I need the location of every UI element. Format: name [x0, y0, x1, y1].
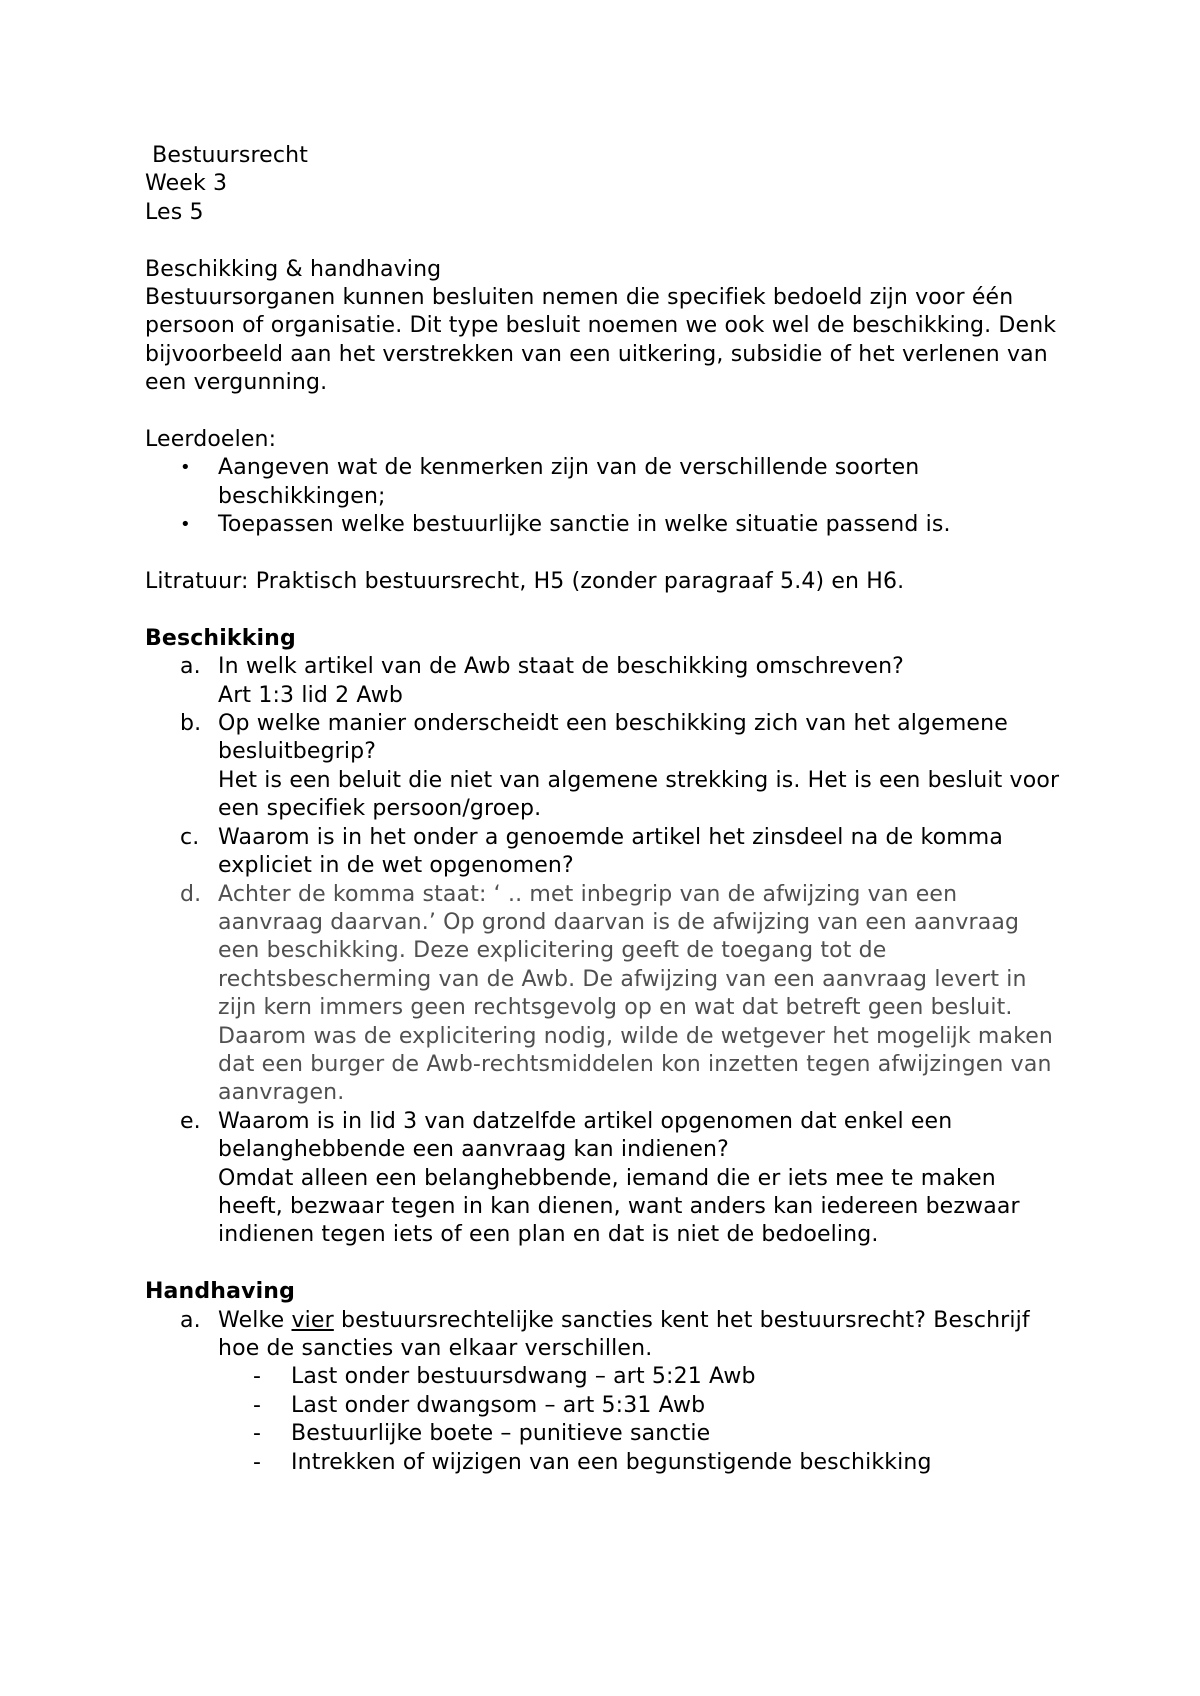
goals-list	[145, 454, 1065, 539]
question-text: Waarom is in lid 3 van datzelfde artikel opgenomen dat enkel een belanghebbende een aanvraag kan indienen?	[218, 1108, 960, 1163]
spacer	[145, 540, 1065, 568]
intro-title: Beschikking & handhaving	[145, 256, 442, 282]
lesson-label: Les 5	[145, 199, 204, 225]
section-heading-handhaving: Handhaving	[145, 1279, 295, 1305]
bullet-icon: •	[180, 457, 191, 479]
dash-marker: -	[253, 1421, 262, 1447]
list-marker: a.	[180, 1307, 201, 1333]
question-item	[145, 1108, 1065, 1250]
week-label: Week 3	[145, 171, 228, 197]
document-body	[145, 142, 1065, 1477]
question-text-start: Welke	[218, 1307, 292, 1333]
spacer	[145, 1250, 1065, 1278]
course-title: Bestuursrecht	[145, 143, 308, 168]
list-marker: b.	[180, 711, 202, 737]
sanction-item	[145, 1449, 1065, 1477]
list-marker: e.	[180, 1108, 201, 1134]
handhaving-questions	[145, 1307, 1065, 1364]
answer-text: Art 1:3 lid 2 Awb	[218, 682, 403, 708]
literature-line: Litratuur: Praktisch bestuursrecht, H5 (zonder paragraaf 5.4) en H6.	[145, 569, 905, 595]
question-item	[145, 881, 1065, 1108]
sanctions-list	[145, 1363, 1065, 1477]
goals-label: Leerdoelen:	[145, 427, 277, 453]
answer-text: Omdat alleen een belanghebbende, iemand die er iets mee te maken heeft, bezwaar tegen in kan dienen, want anders kan iedereen bezwaar indienen tegen iets of een plan en dat is niet de bedoeling.	[218, 1165, 1027, 1248]
answer-text: Achter de komma staat: ‘ .. met inbegrip van de afwijzing van een aanvraag daarvan.’ Op grond daarvan is de afwijzing van een aanvraag een beschikking. Deze explicitering geeft de toegang tot de rechtsbescherming van de Awb. De afwijzing van een aanvraag levert in zijn kern immers geen rechtsgevolg op en wat dat betreft geen besluit. Daarom was de explicitering nodig, wilde de wetgever het mogelijk maken dat een burger de Awb-rechtsmiddelen kon inzetten tegen afwijzingen van aanvragen.	[218, 881, 1061, 1106]
dash-marker: -	[253, 1392, 262, 1418]
goal-text: Aangeven wat de kenmerken zijn van de verschillende soorten beschikkingen;	[218, 455, 920, 509]
sanction-text: Bestuurlijke boete – punitieve sanctie	[291, 1421, 711, 1447]
bullet-icon: •	[180, 514, 191, 536]
sanction-item	[145, 1392, 1065, 1420]
question-text	[218, 1308, 1030, 1361]
question-item	[145, 710, 1065, 824]
sanction-item	[145, 1363, 1065, 1391]
sanction-text: Intrekken of wijzigen van een begunstigende beschikking	[291, 1449, 932, 1475]
spacer	[145, 398, 1065, 426]
underlined-word: vier	[291, 1307, 334, 1333]
list-marker: d.	[180, 881, 202, 907]
section-heading-beschikking: Beschikking	[145, 625, 296, 651]
question-item	[145, 1307, 1065, 1364]
intro-paragraph: Bestuursorganen kunnen besluiten nemen die specifiek bedoeld zijn voor één persoon of organisatie. Dit type besluit noemen we ook wel de beschikking. Denk bijvoorbeeld aan het verstrekken van een uitkering, subsidie of het verlenen van een vergunning.	[145, 285, 1057, 396]
list-marker: c.	[180, 824, 200, 850]
question-text: In welk artikel van de Awb staat de beschikking omschreven?	[218, 654, 904, 680]
spacer	[145, 596, 1065, 624]
question-text-end: bestuursrechtelijke sancties kent het bestuursrecht? Beschrijf hoe de sancties van elkaar verschillen.	[218, 1307, 1030, 1361]
beschikking-questions	[145, 653, 1065, 1250]
sanction-item	[145, 1420, 1065, 1448]
question-text: Op welke manier onderscheidt een beschikking zich van het algemene besluitbegrip?	[218, 711, 1016, 765]
sanction-text: Last onder dwangsom – art 5:31 Awb	[291, 1392, 706, 1418]
dash-marker: -	[253, 1364, 262, 1390]
question-item	[145, 824, 1065, 881]
sanction-text: Last onder bestuursdwang – art 5:21 Awb	[291, 1364, 756, 1390]
goal-text: Toepassen welke bestuurlijke sanctie in welke situatie passend is.	[218, 512, 951, 538]
goal-item	[145, 511, 1065, 539]
list-marker: a.	[180, 654, 201, 680]
spacer	[145, 227, 1065, 255]
goal-item	[145, 454, 1065, 511]
question-text: Waarom is in het onder a genoemde artikel het zinsdeel na de komma expliciet in de wet opgenomen?	[218, 824, 1011, 879]
question-item	[145, 653, 1065, 710]
answer-text: Het is een beluit die niet van algemene strekking is. Het is een besluit voor een specifiek persoon/groep.	[218, 767, 1067, 822]
dash-marker: -	[253, 1449, 262, 1475]
